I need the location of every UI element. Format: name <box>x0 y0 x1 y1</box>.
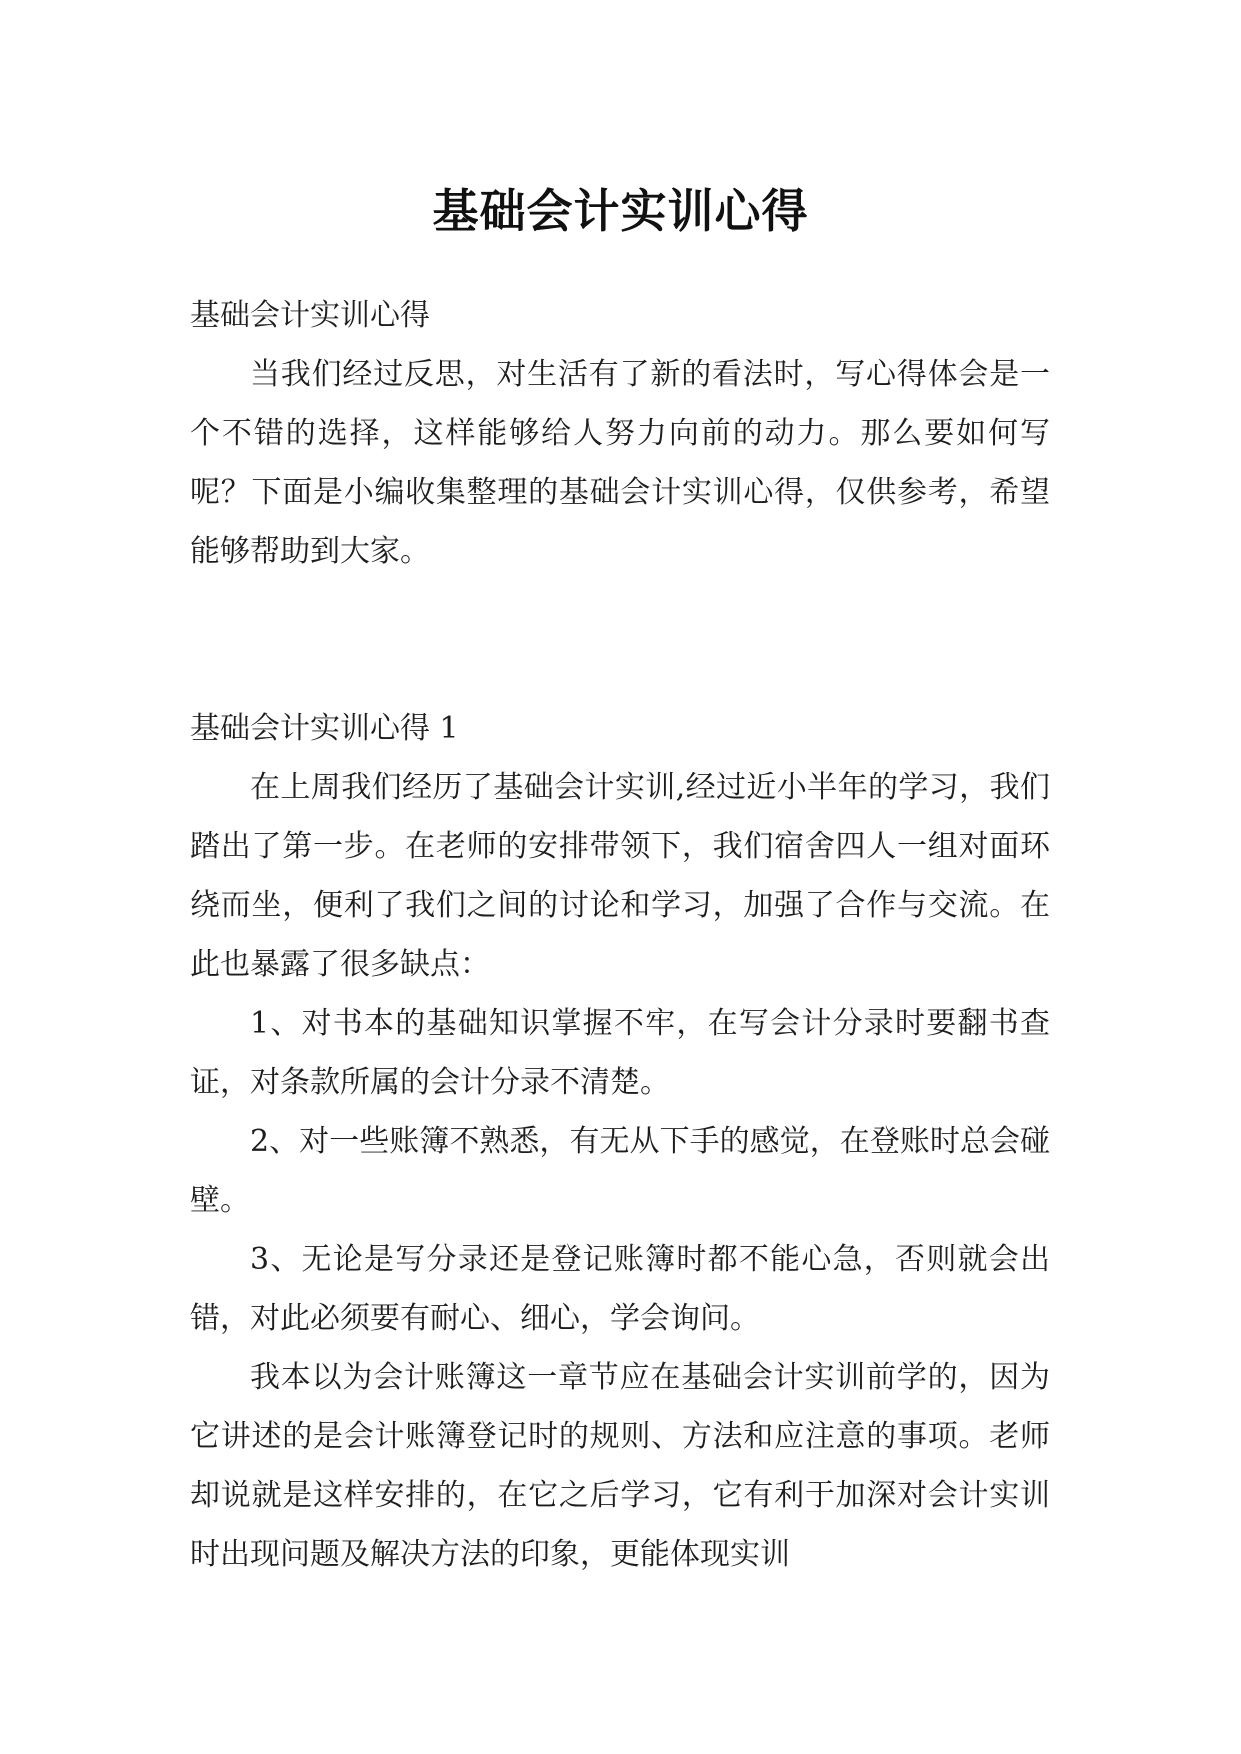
document-body <box>190 286 1050 1584</box>
document-title: 基础会计实训心得 <box>432 183 809 238</box>
list-item-2: 2、对一些账簿不熟悉，有无从下手的感觉，在登账时总会碰壁。 <box>190 1124 1050 1218</box>
body-paragraph-1: 在上周我们经历了基础会计实训,经过近小半年的学习，我们踏出了第一步。在老师的安排带领下，我们宿舍四人一组对面环绕而坐，便利了我们之间的讨论和学习，加强了合作与交流。在此也暴露了很多缺点： <box>190 770 1050 982</box>
intro-paragraph: 当我们经过反思，对生活有了新的看法时，写心得体会是一个不错的选择，这样能够给人努力向前的动力。那么要如何写呢？下面是小编收集整理的基础会计实训心得，仅供参考，希望能够帮助到大家。 <box>190 357 1050 569</box>
intro-heading: 基础会计实训心得 <box>190 298 430 333</box>
section-heading: 基础会计实训心得 1 <box>190 711 459 746</box>
list-item-3: 3、无论是写分录还是登记账簿时都不能心急，否则就会出错，对此必须要有耐心、细心，学会询问。 <box>190 1242 1050 1336</box>
list-item-1: 1、对书本的基础知识掌握不牢，在写会计分录时要翻书查证，对条款所属的会计分录不清楚。 <box>190 1006 1050 1100</box>
section-spacer <box>190 581 1050 699</box>
body-paragraph-2: 我本以为会计账簿这一章节应在基础会计实训前学的，因为它讲述的是会计账簿登记时的规则、方法和应注意的事项。老师却说就是这样安排的，在它之后学习，它有利于加深对会计实训时出现问题及解决方法的印象，更能体现实训 <box>190 1360 1050 1572</box>
